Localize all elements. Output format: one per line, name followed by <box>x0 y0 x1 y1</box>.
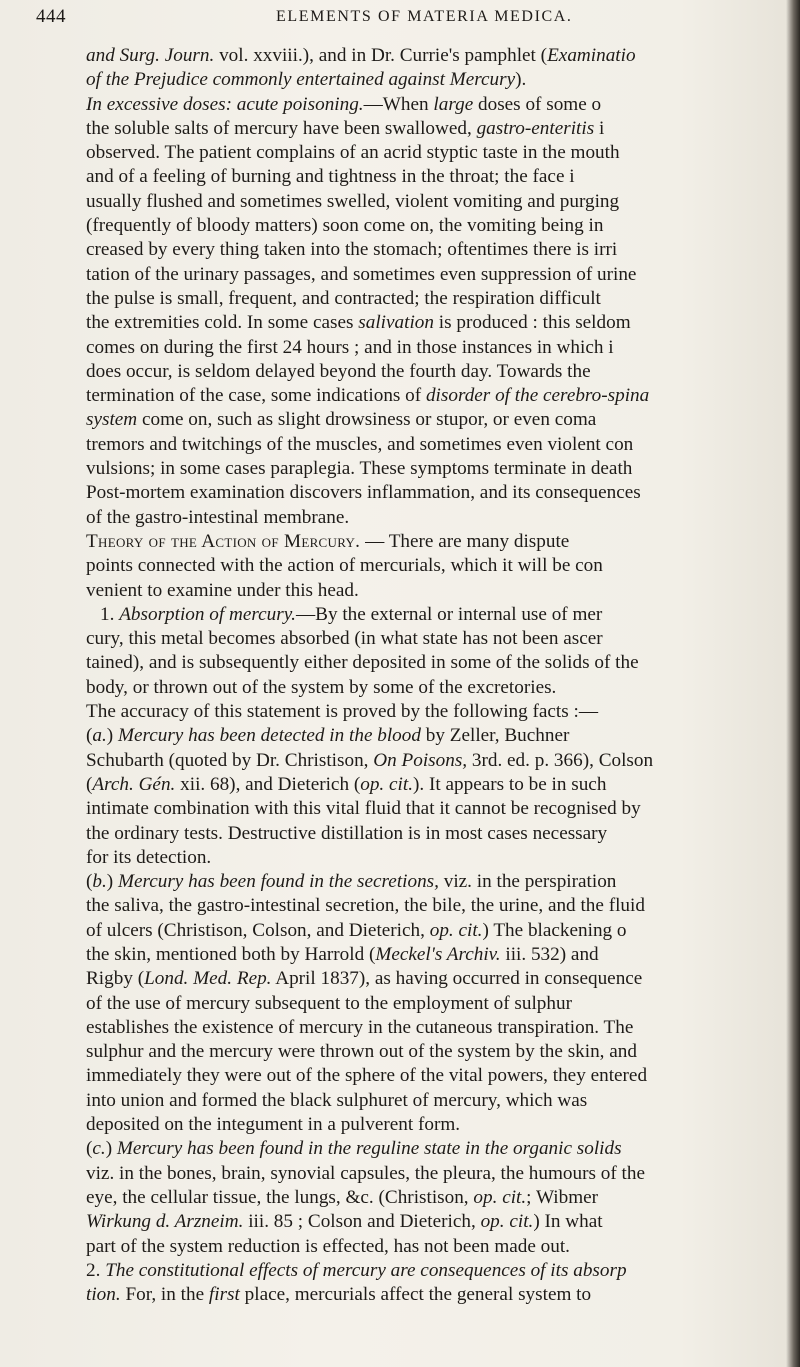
text-span: immediately they were out of the sphere of the vital powers, they entered <box>86 1065 648 1087</box>
text-span: tained), and is subsequently either deposited in some of the solids of the <box>86 652 639 674</box>
text-line <box>86 676 766 700</box>
text-span: 1. <box>100 603 120 625</box>
text-span: ) <box>106 871 118 893</box>
text-line <box>86 1089 766 1113</box>
text-line <box>86 360 766 384</box>
text-span: ). It appears to be in such <box>413 773 607 795</box>
text-span: April 1837), as having occurred in consequence <box>271 968 643 990</box>
text-line <box>86 870 766 894</box>
italic-span: system <box>86 409 138 431</box>
italic-span: Meckel's Archiv. <box>375 943 501 965</box>
text-line <box>86 481 766 505</box>
text-span: venient to examine under this head. <box>86 579 359 601</box>
text-span: cury, this metal becomes absorbed (in what state has not been ascer <box>86 628 603 650</box>
text-span: eye, the cellular tissue, the lungs, &c. (Christison, <box>86 1186 474 1208</box>
text-line <box>86 457 766 481</box>
text-line <box>86 749 766 773</box>
text-span: ( <box>86 773 93 795</box>
small-caps-heading: Theory of the Action of Mercury. <box>86 530 361 552</box>
text-span: the skin, mentioned both by Harrold ( <box>86 943 376 965</box>
text-span: by Zeller, Buchner <box>420 725 570 747</box>
text-line <box>86 165 766 189</box>
text-span: ) In what <box>533 1211 603 1233</box>
italic-span: On Poisons, <box>373 749 468 771</box>
text-line <box>86 773 766 797</box>
text-span: comes on during the first 24 hours ; and in those instances in which i <box>86 336 614 358</box>
text-span: vulsions; in some cases paraplegia. These symptoms terminate in death <box>86 458 633 480</box>
text-line <box>86 651 766 675</box>
italic-span: The constitutional effects of mercury are consequences of its absorp <box>105 1259 627 1281</box>
text-line <box>86 214 766 238</box>
body-text <box>86 44 766 1307</box>
text-span: 2. <box>86 1259 106 1281</box>
text-span: ( <box>86 871 93 893</box>
italic-span: op. cit. <box>473 1186 527 1208</box>
text-span: creased by every thing taken into the stomach; oftentimes there is irri <box>86 239 618 261</box>
italic-span: a. <box>92 725 107 747</box>
text-line <box>86 1137 766 1161</box>
text-span: viz. in the perspiration <box>438 871 617 893</box>
italic-span: op. cit. <box>480 1211 534 1233</box>
text-line <box>86 287 766 311</box>
text-span: tation of the urinary passages, and sometimes even suppression of urine <box>86 263 637 285</box>
text-line <box>86 1186 766 1210</box>
text-line <box>86 433 766 457</box>
text-span: tremors and twitchings of the muscles, and sometimes even violent con <box>86 433 634 455</box>
italic-span: Lond. Med. Rep. <box>144 968 272 990</box>
text-span: termination of the case, some indications of <box>86 385 426 407</box>
text-span: intimate combination with this vital fluid that it cannot be recognised by <box>86 798 641 820</box>
text-line <box>86 700 766 724</box>
text-span: Post-mortem examination discovers inflammation, and its consequences <box>86 482 641 504</box>
text-span: usually flushed and sometimes swelled, violent vomiting and purging <box>86 190 620 212</box>
italic-span: Examinatio <box>547 45 636 66</box>
italic-span: op. cit. <box>360 773 413 795</box>
text-line <box>86 554 766 578</box>
text-span: ) <box>105 1138 117 1160</box>
text-span: xii. 68), and Dieterich ( <box>175 773 361 795</box>
text-span: establishes the existence of mercury in the cutaneous transpiration. The <box>86 1016 634 1038</box>
text-span: iii. 532) and <box>500 943 599 965</box>
text-span: points connected with the action of mercurials, which it will be con <box>86 555 603 577</box>
text-line <box>86 190 766 214</box>
text-span: does occur, is seldom delayed beyond the fourth day. Towards the <box>86 360 591 382</box>
text-line <box>86 336 766 360</box>
text-span: body, or thrown out of the system by some of the excretories. <box>86 676 557 698</box>
text-span: the pulse is small, frequent, and contracted; the respiration difficult <box>86 287 601 309</box>
text-line <box>86 797 766 821</box>
italic-span: Mercury has been found in the secretions, <box>117 871 439 893</box>
text-span: and of a feeling of burning and tightness in the throat; the face i <box>86 166 575 188</box>
text-span: ( <box>86 725 93 747</box>
text-line <box>86 1210 766 1234</box>
text-span: The accuracy of this statement is proved by the following facts :— <box>86 701 599 723</box>
text-span: ) The blackening o <box>482 919 627 941</box>
text-span: come on, such as slight drowsiness or stupor, or even coma <box>137 409 597 431</box>
text-span: i <box>594 117 605 139</box>
text-span: iii. 85 ; Colson and Dieterich, <box>243 1211 481 1233</box>
italic-span: disorder of the cerebro-spina <box>425 385 650 407</box>
text-line <box>86 919 766 943</box>
text-span: (frequently of bloody matters) soon come on, the vomiting being in <box>86 215 604 237</box>
italic-span: c. <box>92 1138 106 1160</box>
text-span: of the use of mercury subsequent to the employment of sulphur <box>86 992 572 1014</box>
italic-span: b. <box>92 871 107 893</box>
italic-span: of the Prejudice commonly entertained against Mercury <box>86 69 516 91</box>
text-span: viz. in the bones, brain, synovial capsules, the pleura, the humours of the <box>86 1162 645 1184</box>
text-line <box>86 603 766 627</box>
text-span: Rigby ( <box>86 968 145 990</box>
text-span: into union and formed the black sulphuret of mercury, which was <box>86 1089 588 1111</box>
text-line <box>86 263 766 287</box>
text-line <box>86 1283 766 1307</box>
italic-span: Absorption of mercury. <box>119 603 296 625</box>
text-line <box>86 238 766 262</box>
italic-span: tion. <box>86 1284 121 1306</box>
page-header <box>36 6 726 34</box>
text-line <box>86 141 766 165</box>
text-span: ). <box>515 69 527 91</box>
text-span: ; Wibmer <box>526 1186 599 1208</box>
italic-span: and Surg. Journ. <box>86 45 215 66</box>
text-line <box>86 1259 766 1283</box>
page-number: 444 <box>36 6 66 27</box>
text-span: —By the external or internal use of mer <box>295 603 603 625</box>
text-line <box>86 506 766 530</box>
text-line <box>86 724 766 748</box>
italic-span: large <box>433 93 474 115</box>
text-span: doses of some o <box>473 93 602 115</box>
italic-span: Wirkung d. Arzneim. <box>86 1211 244 1233</box>
italic-span: first <box>208 1284 240 1306</box>
text-span: part of the system reduction is effected, has not been made out. <box>86 1235 570 1257</box>
text-line <box>86 68 766 92</box>
text-span: ( <box>86 1138 93 1160</box>
text-line <box>86 44 766 68</box>
text-line <box>86 846 766 870</box>
text-line <box>86 579 766 603</box>
text-line <box>86 943 766 967</box>
text-span: of ulcers (Christison, Colson, and Dieterich, <box>86 919 430 941</box>
text-span: the saliva, the gastro-intestinal secretion, the bile, the urine, and the fluid <box>86 895 645 917</box>
text-line <box>86 822 766 846</box>
italic-span: In excessive doses: acute poisoning. <box>86 93 364 115</box>
text-span: 3rd. ed. p. 366), Colson <box>467 749 654 771</box>
italic-span: op. cit. <box>429 919 483 941</box>
text-line <box>86 1162 766 1186</box>
text-line <box>86 1113 766 1137</box>
text-line <box>86 384 766 408</box>
text-span: deposited on the integument in a pulverent form. <box>86 1114 461 1136</box>
text-line <box>86 1040 766 1064</box>
text-span: For, in the <box>120 1284 209 1306</box>
text-line <box>86 93 766 117</box>
text-span: the ordinary tests. Destructive distillation is in most cases necessary <box>86 822 608 844</box>
text-span: the soluble salts of mercury have been swallowed, <box>86 117 477 139</box>
italic-span: Mercury has been found in the reguline state in the organic solids <box>116 1138 622 1160</box>
text-line <box>86 967 766 991</box>
text-span: Schubarth (quoted by Dr. Christison, <box>86 749 374 771</box>
italic-span: gastro-enteritis <box>476 117 595 139</box>
text-line <box>86 1064 766 1088</box>
text-line <box>86 117 766 141</box>
text-span: the extremities cold. In some cases <box>86 312 359 334</box>
italic-span: Mercury has been detected in the blood <box>117 725 421 747</box>
text-span: of the gastro-intestinal membrane. <box>86 506 350 528</box>
text-line <box>86 992 766 1016</box>
text-span: —When <box>363 93 434 115</box>
text-span: — There are many dispute <box>360 530 570 552</box>
text-span: ) <box>106 725 118 747</box>
italic-span: Arch. Gén. <box>92 773 176 795</box>
text-span: observed. The patient complains of an acrid styptic taste in the mouth <box>86 142 620 164</box>
italic-span: salivation <box>358 312 434 334</box>
running-head: ELEMENTS OF MATERIA MEDICA. <box>276 8 573 25</box>
text-line <box>86 408 766 432</box>
text-span: place, mercurials affect the general system to <box>239 1284 592 1306</box>
text-span: sulphur and the mercury were thrown out of the system by the skin, and <box>86 1041 637 1063</box>
text-line <box>86 627 766 651</box>
text-span: for its detection. <box>86 846 212 868</box>
text-line <box>86 530 766 554</box>
text-line <box>86 311 766 335</box>
text-span: vol. xxviii.), and in Dr. Currie's pamphlet ( <box>214 45 548 66</box>
text-line <box>86 1016 766 1040</box>
text-line <box>86 1235 766 1259</box>
text-span: is produced : this seldom <box>433 312 631 334</box>
page-edge-shadow <box>786 0 800 1367</box>
text-line <box>86 894 766 918</box>
